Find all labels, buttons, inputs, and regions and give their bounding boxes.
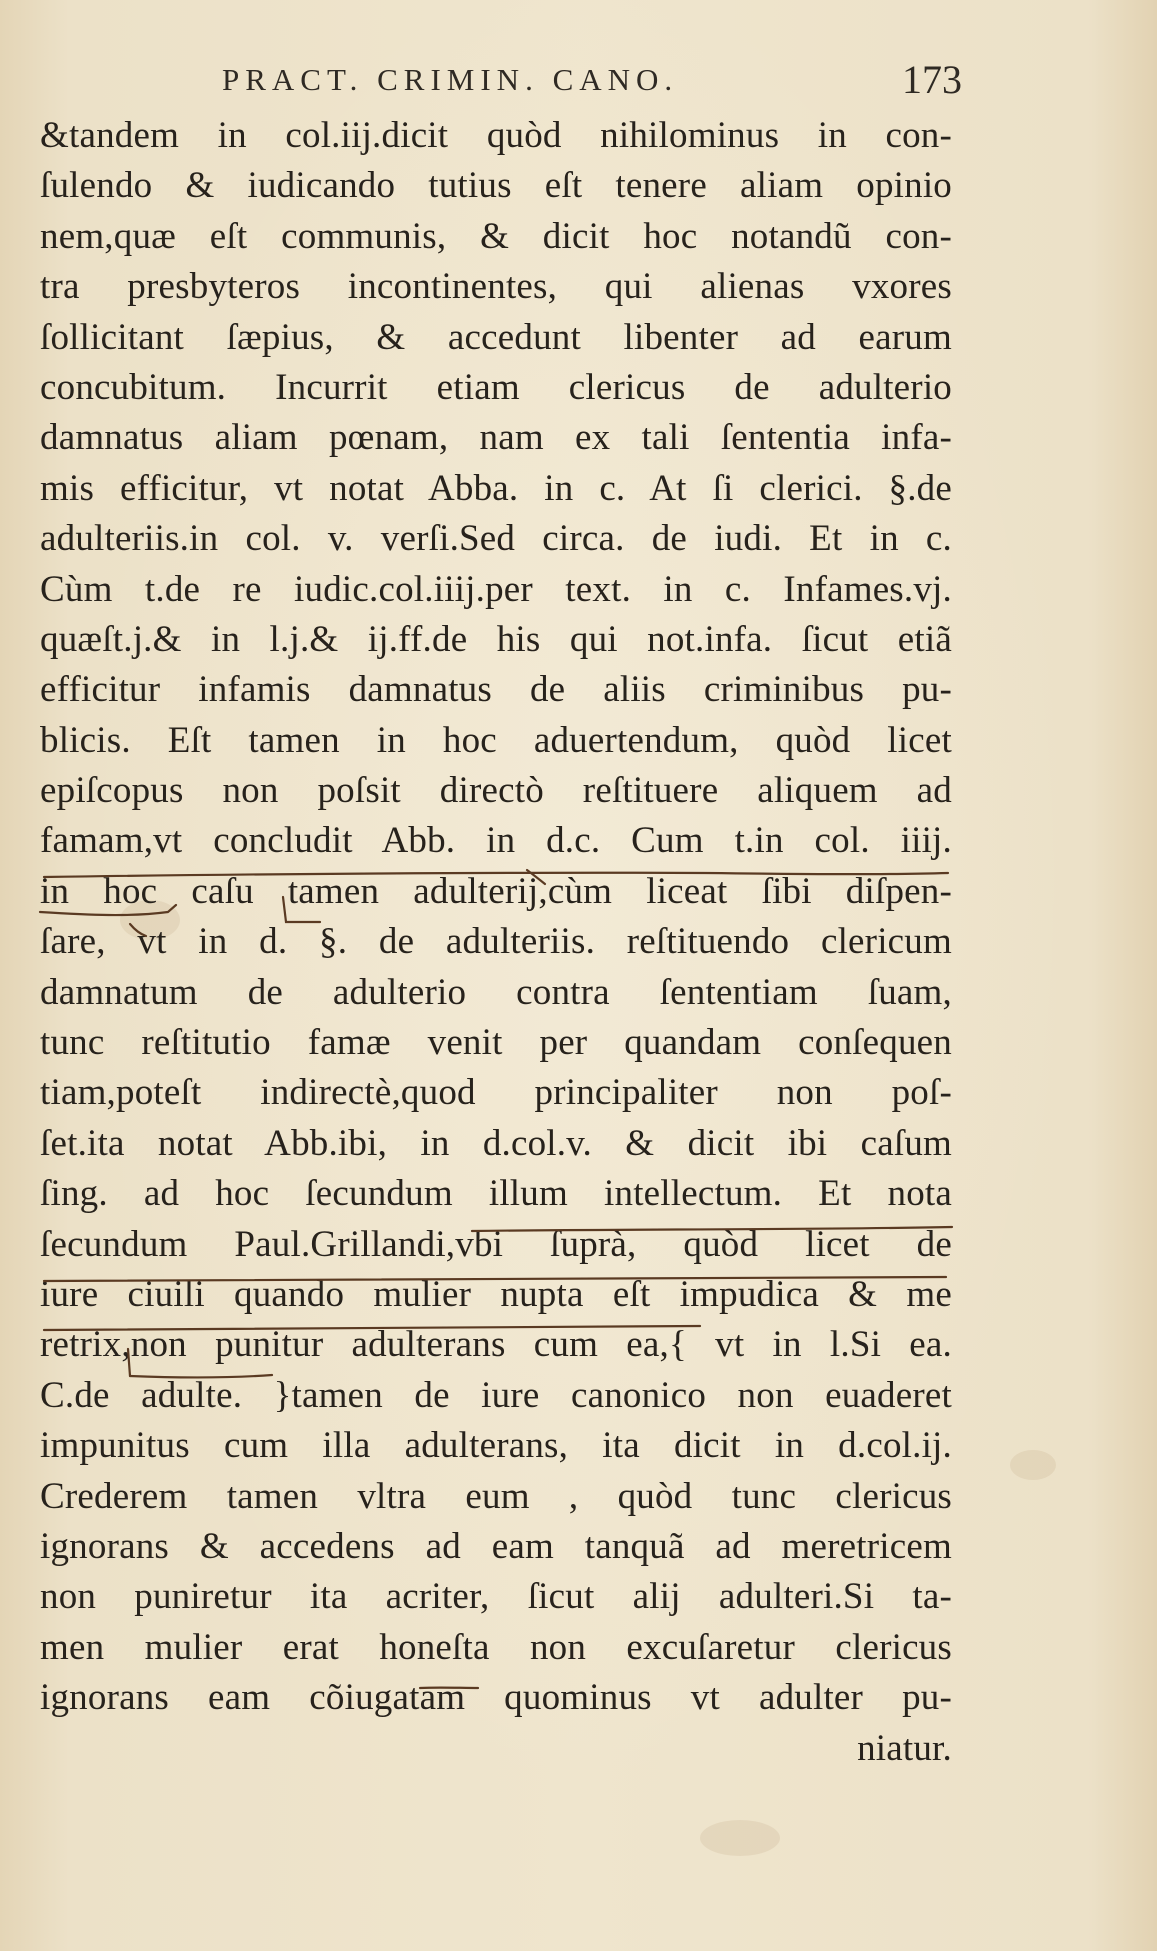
page-number: 173	[902, 57, 962, 102]
text-line: retrix,non punitur adulterans cum ea,{ vt in l.Si ea.	[40, 1324, 952, 1366]
text-line: Crederem tamen vltra eum , quòd tunc clericus	[40, 1475, 952, 1517]
text-line: tiam,poteſt indirectè,quod principaliter non poſ-	[40, 1072, 952, 1114]
paper-stain	[1010, 1450, 1056, 1480]
text-line: ignorans & accedens ad eam tanquã ad meretricem	[40, 1525, 952, 1567]
text-line: concubitum. Incurrit etiam clericus de adulterio	[40, 366, 952, 408]
text-line: tunc reſtitutio famæ venit per quandam conſequen	[40, 1022, 952, 1064]
text-line: ſulendo & iudicando tutius eſt tenere aliam opinio	[40, 165, 952, 207]
text-line: tra presbyteros incontinentes, qui alienas vxores	[40, 266, 952, 308]
text-line: efficitur infamis damnatus de aliis criminibus pu-	[40, 669, 952, 711]
text-line: Cùm t.de re iudic.col.iiij.per text. in c. Infames.vj.	[40, 568, 952, 610]
paper-stain	[700, 1820, 780, 1856]
text-line: famam,vt concludit Abb. in d.c. Cum t.in col. iiij.	[40, 820, 952, 862]
text-line: blicis. Eſt tamen in hoc aduertendum, quòd licet	[40, 719, 952, 761]
text-line: impunitus cum illa adulterans, ita dicit in d.col.ij.	[40, 1425, 952, 1467]
text-line: damnatum de adulterio contra ſententiam ſuam,	[40, 971, 952, 1013]
text-line: ſollicitant ſæpius, & accedunt libenter ad earum	[40, 316, 952, 358]
text-line: ſare, vt in d. §. de adulteriis. reſtituendo clericum	[40, 921, 952, 963]
body-text	[40, 111, 952, 1774]
text-line: mis efficitur, vt notat Abba. in c. At ſi clerici. §.de	[40, 467, 952, 509]
text-line: ſet.ita notat Abb.ibi, in d.col.v. & dicit ibi caſum	[40, 1122, 952, 1164]
text-line: epiſcopus non poſsit directò reſtituere aliquem ad	[40, 770, 952, 812]
text-line: ignorans eam cõiugatam quominus vt adulter pu-	[40, 1677, 952, 1719]
text-line: in hoc caſu tamen adulterij,cùm liceat ſibi diſpen-	[40, 870, 952, 912]
text-line: non puniretur ita acriter, ſicut alij adulteri.Si ta-	[40, 1576, 952, 1618]
text-line: iure ciuili quando mulier nupta eſt impudica & me	[40, 1273, 952, 1315]
text-line: &tandem in col.iij.dicit quòd nihilominus in con-	[40, 115, 952, 156]
text-line: ſing. ad hoc ſecundum illum intellectum. Et nota	[40, 1173, 952, 1215]
running-head: PRACT. CRIMIN. CANO.	[222, 62, 679, 97]
text-line: damnatus aliam pœnam, nam ex tali ſententia infa-	[40, 417, 952, 459]
text-line: men mulier erat honeſta non excuſaretur clericus	[40, 1626, 952, 1668]
text-line: quæſt.j.& in l.j.& ij.ff.de his qui not.infa. ſicut etiã	[40, 618, 952, 660]
text-line: adulteriis.in col. v. verſi.Sed circa. de iudi. Et in c.	[40, 518, 952, 560]
text-line: ſecundum Paul.Grillandi,vbi ſuprà, quòd licet de	[40, 1223, 952, 1265]
text-line: C.de adulte. }tamen de iure canonico non euaderet	[40, 1374, 952, 1416]
page-header	[222, 56, 962, 106]
text-line: nem,quæ eſt communis, & dicit hoc notandũ con-	[40, 215, 952, 257]
text-line-final: niatur.	[857, 1727, 952, 1769]
